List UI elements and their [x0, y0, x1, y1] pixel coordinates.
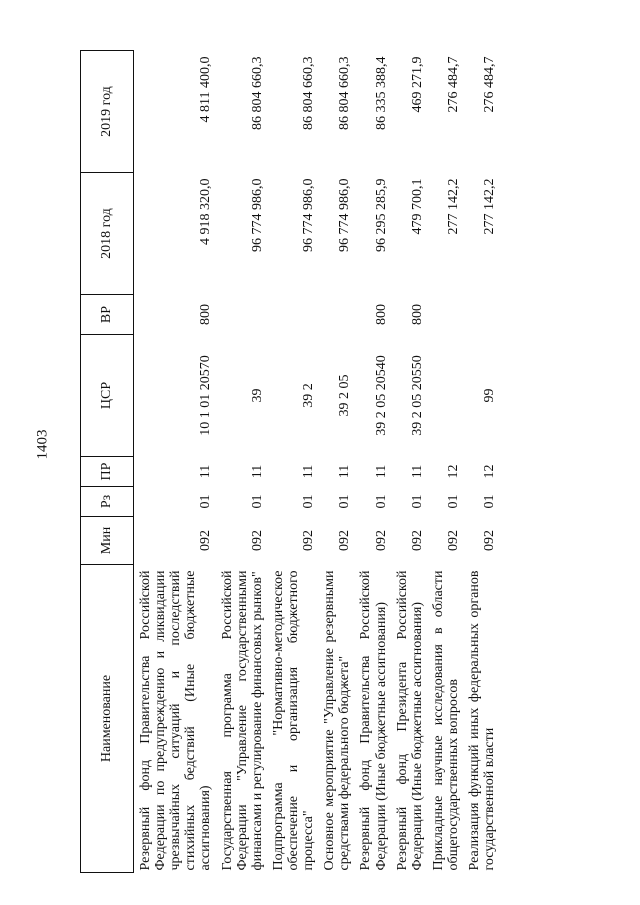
row-min: 092	[409, 530, 425, 551]
row-rz: 01	[337, 494, 353, 509]
row-rz: 01	[373, 494, 389, 509]
row-2018: 479 700,1	[409, 178, 425, 235]
row-2019: 86 335 388,4	[373, 56, 389, 130]
row-2018: 277 142,2	[482, 178, 498, 235]
row-min: 092	[445, 530, 461, 551]
row-name: Резервный фонд Правительства Российской Федерации (Иные бюджетные ассигнования)	[358, 570, 389, 871]
row-rz: 01	[445, 494, 461, 509]
row-min: 092	[482, 530, 498, 551]
row-name: Реализация функций иных федеральных органов государственной власти	[467, 570, 498, 871]
row-rz: 01	[409, 494, 425, 509]
table-row	[217, 51, 268, 873]
row-name: Государственная программа Российской Федерации "Управление государственными финансами и регулирование финансовых рынков"	[219, 570, 265, 871]
table-row	[464, 51, 500, 873]
row-pr: 11	[337, 464, 353, 479]
row-vr	[428, 295, 464, 335]
row-pr: 11	[249, 464, 265, 479]
row-2018: 277 142,2	[445, 178, 461, 235]
row-min: 092	[373, 530, 389, 551]
table-row	[355, 51, 391, 873]
table-row	[268, 51, 319, 873]
row-2018: 96 774 986,0	[337, 178, 353, 252]
row-min: 092	[337, 530, 353, 551]
row-name: Резервный фонд Правительства Российской Федерации по предупреждению и ликвидации чрезвычайных ситуаций и последствий стихийных бедствий (Иные бюджетные ассигнования)	[138, 570, 214, 871]
table-row	[319, 51, 355, 873]
row-vr: 800	[373, 304, 389, 325]
row-rz: 01	[482, 494, 498, 509]
row-2019: 86 804 660,3	[301, 56, 317, 130]
header-vr: ВР	[81, 295, 134, 335]
row-rz: 01	[249, 494, 265, 509]
header-2019: 2019 год	[81, 51, 134, 173]
row-2019: 469 271,9	[409, 56, 425, 113]
row-pr: 11	[409, 464, 425, 479]
row-name: Подпрограмма "Нормативно-методическое обеспечение и организация бюджетного процесса"	[270, 570, 317, 871]
header-min: Мин	[81, 517, 134, 565]
table-row	[392, 51, 428, 873]
row-vr: 800	[409, 304, 425, 325]
table-row	[134, 51, 217, 873]
row-name: Резервный фонд Президента Российской Федерации (Иные бюджетные ассигнования)	[394, 570, 425, 871]
row-2019: 86 804 660,3	[337, 56, 353, 130]
row-csr: 39	[249, 388, 265, 403]
row-2018: 96 774 986,0	[301, 178, 317, 252]
row-vr	[268, 295, 319, 335]
budget-table	[80, 50, 500, 873]
row-rz: 01	[301, 494, 317, 509]
row-csr: 39 2 05	[337, 374, 353, 417]
row-pr: 11	[373, 464, 389, 479]
header-name: Наименование	[81, 565, 134, 873]
row-2019: 86 804 660,3	[249, 56, 265, 130]
row-rz: 01	[198, 494, 214, 509]
row-vr: 800	[198, 304, 214, 325]
row-2018: 96 774 986,0	[249, 178, 265, 252]
row-pr: 12	[482, 464, 498, 479]
row-name: Прикладные научные исследования в области общегосударственных вопросов	[430, 570, 461, 871]
row-csr: 39 2 05 20540	[373, 355, 389, 436]
row-min: 092	[301, 530, 317, 551]
row-vr	[217, 295, 268, 335]
header-csr: ЦСР	[81, 335, 134, 457]
row-2019: 276 484,7	[445, 56, 461, 113]
row-vr	[464, 295, 500, 335]
row-2018: 4 918 320,0	[198, 178, 214, 245]
row-pr: 11	[198, 464, 214, 479]
header-pr: ПР	[81, 457, 134, 487]
row-csr: 99	[482, 388, 498, 403]
row-min: 092	[198, 530, 214, 551]
row-csr: 10 1 01 20570	[198, 355, 214, 436]
row-2018: 96 295 285,9	[373, 178, 389, 252]
row-2019: 276 484,7	[482, 56, 498, 113]
header-2018: 2018 год	[81, 173, 134, 295]
page-number: 1403	[34, 429, 51, 460]
row-pr: 11	[301, 464, 317, 479]
row-min: 092	[249, 530, 265, 551]
table-row	[428, 51, 464, 873]
row-pr: 12	[445, 464, 461, 479]
row-csr	[428, 335, 464, 457]
table-header-row	[81, 51, 134, 873]
row-name: Основное мероприятие "Управление резервными средствами федерального бюджета"	[322, 570, 353, 871]
row-2019: 4 811 400,0	[198, 56, 214, 123]
row-vr	[319, 295, 355, 335]
row-csr: 39 2	[301, 383, 317, 408]
rotated-page-content	[80, 51, 570, 873]
header-rz: Рз	[81, 487, 134, 517]
row-csr: 39 2 05 20550	[409, 355, 425, 436]
